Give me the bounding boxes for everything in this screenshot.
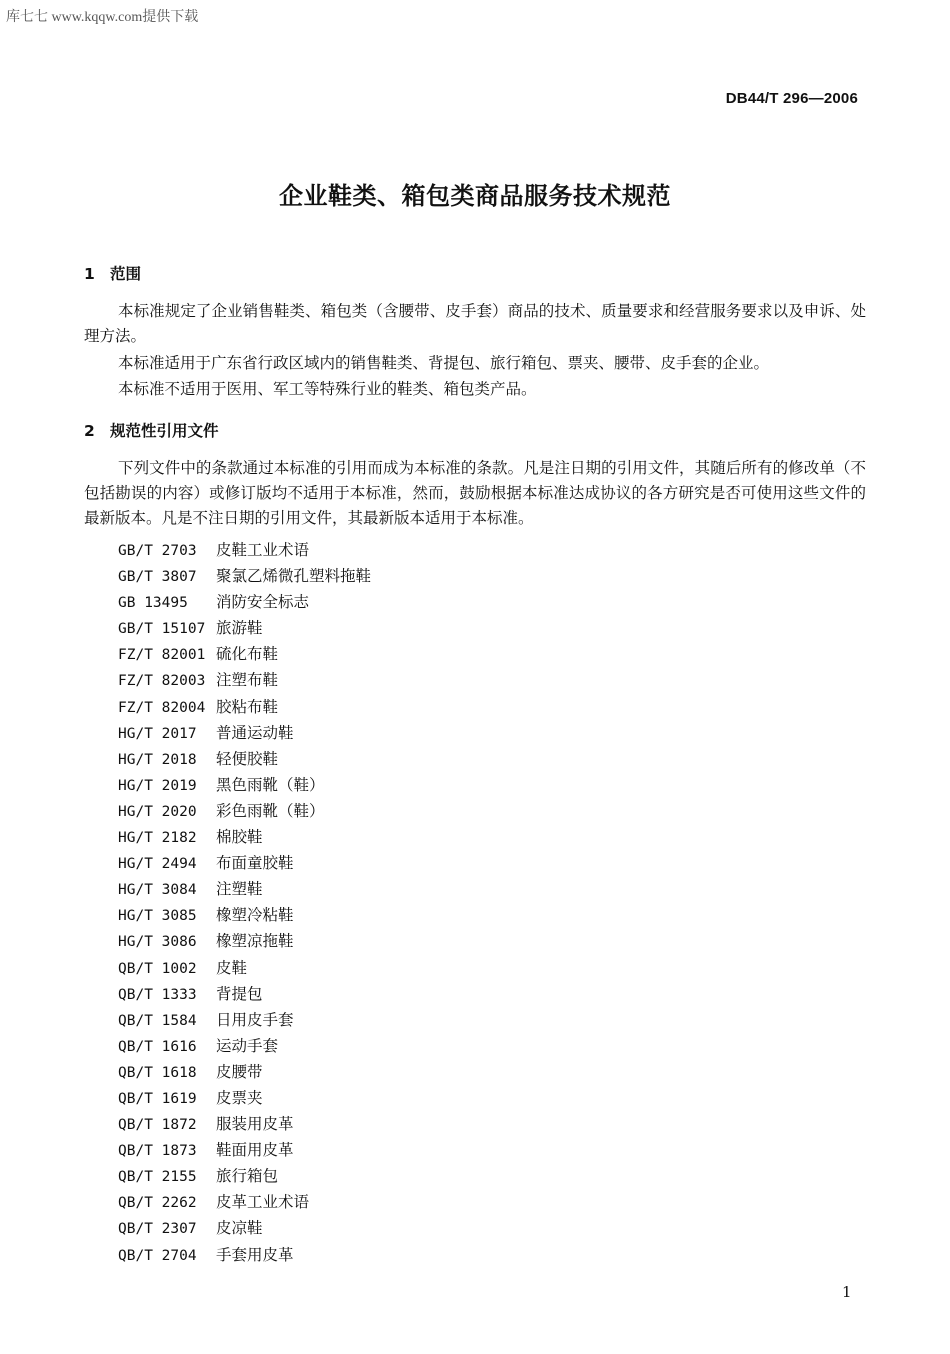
reference-code: QB/T 1333 xyxy=(118,986,197,1003)
reference-code: QB/T 1872 xyxy=(118,1117,197,1134)
reference-name: 轻便胶鞋 xyxy=(216,749,279,768)
reference-code: QB/T 1618 xyxy=(118,1064,197,1081)
reference-code: HG/T 3084 xyxy=(118,882,197,899)
reference-item xyxy=(118,537,371,563)
reference-name: 胶粘布鞋 xyxy=(216,697,279,716)
page-number: 1 xyxy=(842,1283,852,1301)
reference-code: HG/T 2018 xyxy=(118,751,197,768)
reference-name: 黑色雨靴（鞋） xyxy=(216,775,325,794)
reference-item xyxy=(118,641,371,667)
reference-name: 橡塑凉拖鞋 xyxy=(216,932,294,951)
reference-code: GB 13495 xyxy=(118,595,188,612)
reference-item xyxy=(118,876,371,902)
reference-item xyxy=(118,824,371,850)
reference-name: 皮鞋 xyxy=(216,958,248,977)
reference-code: HG/T 2020 xyxy=(118,803,197,820)
reference-name: 鞋面用皮革 xyxy=(216,1141,294,1160)
reference-item xyxy=(118,1189,371,1215)
reference-name: 皮票夹 xyxy=(216,1088,263,1107)
reference-code: QB/T 2155 xyxy=(118,1169,197,1186)
section-1-heading xyxy=(84,262,141,284)
reference-name: 皮鞋工业术语 xyxy=(216,541,310,559)
section-2-heading xyxy=(84,419,219,441)
reference-item xyxy=(118,589,371,615)
reference-code: GB/T 2703 xyxy=(118,543,197,559)
scope-paragraph: 本标准不适用于医用、军工等特殊行业的鞋类、箱包类产品。 xyxy=(118,380,537,398)
section-number: 2 xyxy=(84,422,95,440)
reference-code: QB/T 2307 xyxy=(118,1221,197,1238)
reference-item xyxy=(118,1163,371,1189)
reference-item xyxy=(118,694,371,720)
reference-code: HG/T 3085 xyxy=(118,908,197,925)
reference-name: 注塑鞋 xyxy=(216,880,263,899)
reference-name: 聚氯乙烯微孔塑料拖鞋 xyxy=(216,567,372,586)
reference-item xyxy=(118,1242,371,1268)
section-title: 范围 xyxy=(110,265,142,283)
standard-code: DB44/T 296—2006 xyxy=(725,90,858,107)
reference-code: HG/T 2182 xyxy=(118,830,197,847)
reference-item xyxy=(118,1007,371,1033)
references-intro-paragraph: 下列文件中的条款通过本标准的引用而成为本标准的条款。凡是注日期的引用文件，其随后所有的修改单（不包括勘误的内容）或修订版均不适用于本标准，然而，鼓励根据本标准达成协议的各方研究是否可使用这些文件的最新版本。凡是不注日期的引用文件，其最新版本适用于本标准。 xyxy=(84,459,866,527)
reference-item xyxy=(118,772,371,798)
reference-list xyxy=(118,537,371,1268)
watermark-text: 库七七 www.kqqw.com提供下载 xyxy=(6,10,199,25)
reference-code: QB/T 1619 xyxy=(118,1090,197,1107)
reference-item xyxy=(118,798,371,824)
reference-item xyxy=(118,928,371,954)
reference-code: GB/T 3807 xyxy=(118,569,197,586)
reference-code: FZ/T 82003 xyxy=(118,673,206,690)
reference-name: 服装用皮革 xyxy=(216,1115,294,1134)
reference-item xyxy=(118,615,371,641)
reference-name: 棉胶鞋 xyxy=(216,828,263,847)
reference-name: 日用皮手套 xyxy=(216,1010,294,1029)
reference-code: QB/T 2262 xyxy=(118,1195,197,1212)
reference-name: 手套用皮革 xyxy=(216,1245,294,1264)
reference-name: 橡塑冷粘鞋 xyxy=(216,906,294,925)
reference-name: 普通运动鞋 xyxy=(216,723,294,742)
reference-code: QB/T 1002 xyxy=(118,960,197,977)
reference-name: 布面童胶鞋 xyxy=(216,854,294,873)
reference-name: 彩色雨靴（鞋） xyxy=(216,801,325,820)
reference-name: 运动手套 xyxy=(216,1036,279,1055)
reference-code: HG/T 2017 xyxy=(118,725,197,742)
reference-name: 注塑布鞋 xyxy=(216,671,279,690)
reference-item xyxy=(118,902,371,928)
reference-code: HG/T 3086 xyxy=(118,934,197,951)
reference-name: 旅游鞋 xyxy=(216,619,263,638)
reference-item xyxy=(118,1085,371,1111)
reference-code: HG/T 2019 xyxy=(118,777,197,794)
reference-code: HG/T 2494 xyxy=(118,856,197,873)
scope-paragraph: 本标准规定了企业销售鞋类、箱包类（含腰带、皮手套）商品的技术、质量要求和经营服务要求以及申诉、处理方法。 xyxy=(84,302,866,345)
reference-code: FZ/T 82001 xyxy=(118,647,206,664)
reference-name: 旅行箱包 xyxy=(216,1167,279,1186)
reference-name: 硫化布鞋 xyxy=(216,645,279,664)
reference-item xyxy=(118,1111,371,1137)
reference-item xyxy=(118,667,371,693)
document-title: 企业鞋类、箱包类商品服务技术规范 xyxy=(279,182,671,210)
scope-paragraph: 本标准适用于广东省行政区域内的销售鞋类、背提包、旅行箱包、票夹、腰带、皮手套的企业。 xyxy=(118,354,770,372)
reference-code: QB/T 1584 xyxy=(118,1012,197,1029)
reference-item xyxy=(118,1059,371,1085)
reference-item xyxy=(118,563,371,589)
reference-item xyxy=(118,955,371,981)
reference-name: 皮革工业术语 xyxy=(216,1193,310,1212)
reference-item xyxy=(118,746,371,772)
reference-item xyxy=(118,720,371,746)
reference-code: QB/T 1616 xyxy=(118,1038,197,1055)
reference-code: FZ/T 82004 xyxy=(118,699,206,716)
reference-name: 背提包 xyxy=(216,984,263,1003)
reference-item xyxy=(118,1215,371,1241)
reference-item xyxy=(118,1137,371,1163)
reference-item xyxy=(118,850,371,876)
reference-item xyxy=(118,981,371,1007)
reference-name: 皮凉鞋 xyxy=(216,1219,263,1238)
reference-item xyxy=(118,1033,371,1059)
reference-code: QB/T 2704 xyxy=(118,1247,197,1264)
reference-code: GB/T 15107 xyxy=(118,621,206,638)
section-title: 规范性引用文件 xyxy=(110,422,219,440)
reference-name: 皮腰带 xyxy=(216,1062,263,1081)
reference-code: QB/T 1873 xyxy=(118,1143,197,1160)
reference-name: 消防安全标志 xyxy=(216,593,310,612)
section-number: 1 xyxy=(84,265,95,283)
